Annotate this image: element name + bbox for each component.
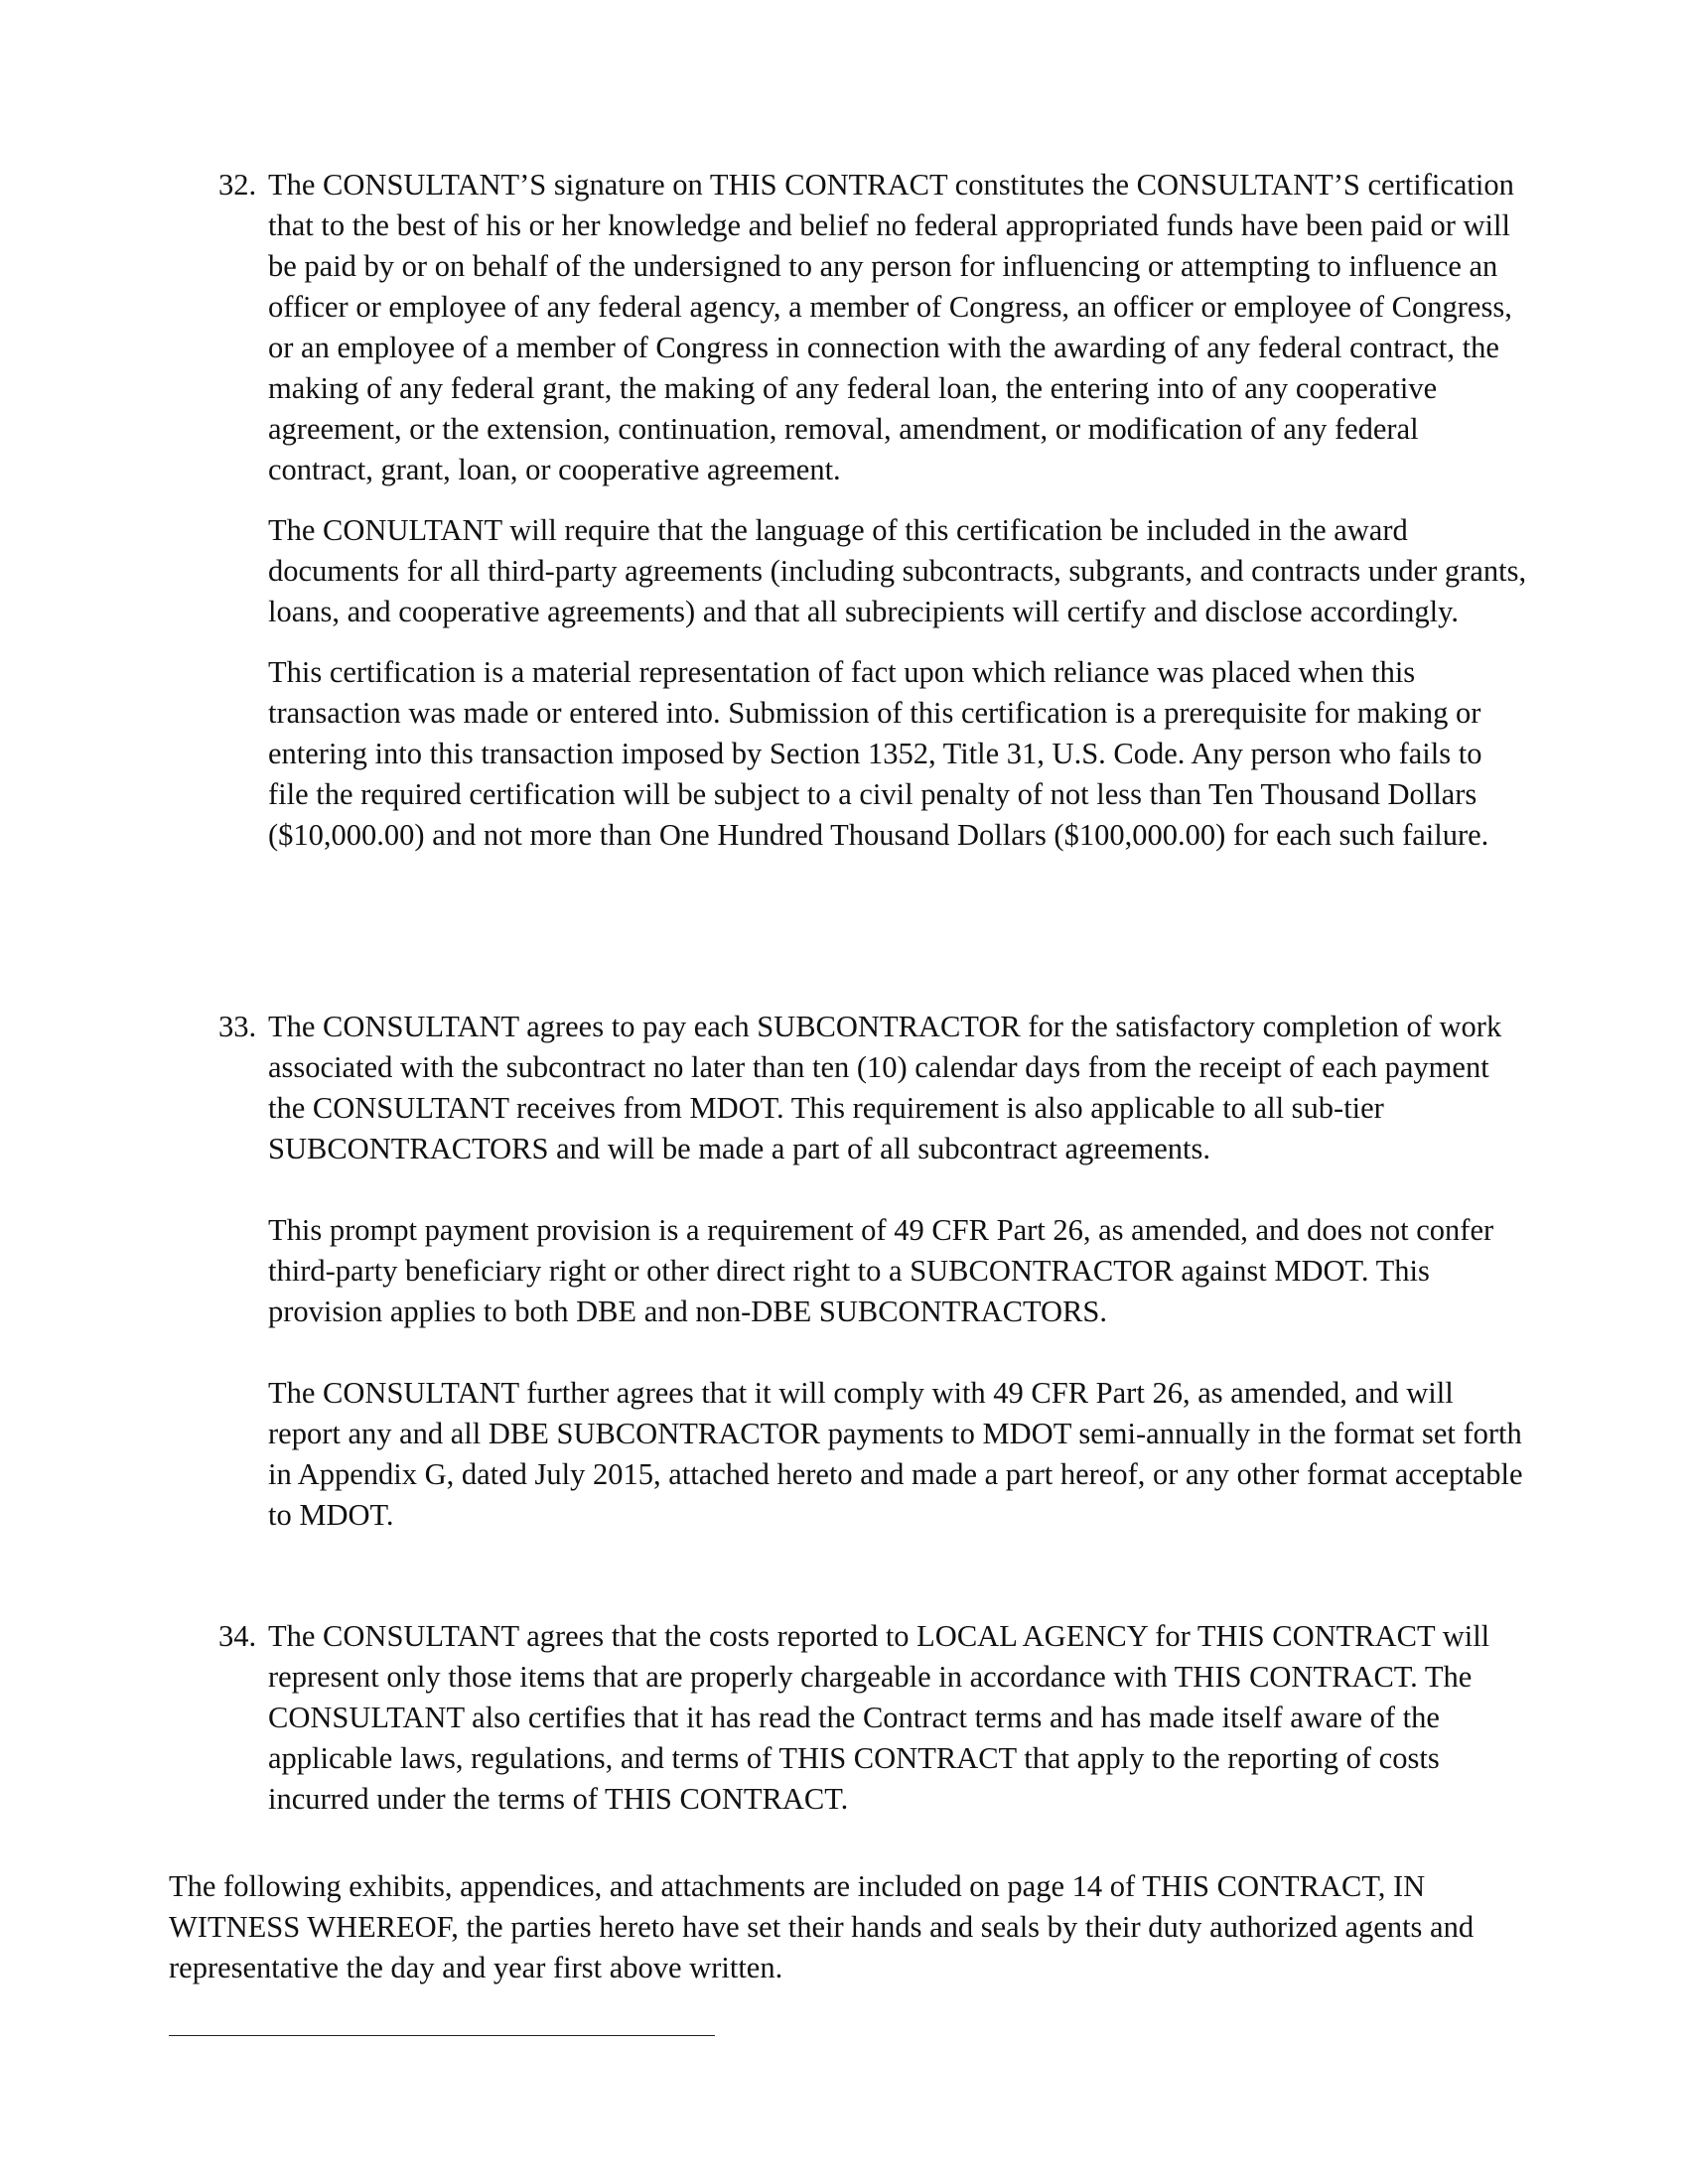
clause-body	[268, 1007, 1529, 1536]
clause-paragraph: The CONSULTANT further agrees that it will comply with 49 CFR Part 26, as amended, and will report any and all DBE SUBCONTRACTOR payments to MDOT semi-annually in the format set forth in Appendix G, dated July 2015, attached hereto and made a part hereof, or any other format acceptable to MDOT.	[268, 1376, 1523, 1532]
clause-paragraph: The CONULTANT will require that the language of this certification be included in the award documents for all third-party agreements (including subcontracts, subgrants, and contracts under grants, loans, and cooperative agreements) and that all subrecipients will certify and disclose accordingly.	[268, 513, 1527, 628]
clause-paragraph: The CONSULTANT agrees that the costs reported to LOCAL AGENCY for THIS CONTRACT will represent only those items that are properly chargeable in accordance with THIS CONTRACT. The CONSULTANT also certifies that it has read the Contract terms and has made itself aware of the applicable laws, regulations, and terms of THIS CONTRACT that apply to the reporting of costs incurred under the terms of THIS CONTRACT.	[268, 1619, 1490, 1816]
clause-paragraph: This prompt payment provision is a requirement of 49 CFR Part 26, as amended, and does not confer third-party beneficiary right or other direct right to a SUBCONTRACTOR against MDOT. This provision applies to both DBE and non-DBE SUBCONTRACTORS.	[268, 1213, 1494, 1328]
footnote-separator	[169, 2035, 715, 2036]
clause-number: 32.	[218, 168, 257, 202]
clause-number: 34.	[218, 1619, 257, 1653]
clause-body	[268, 1616, 1529, 1820]
clause-body	[268, 165, 1529, 856]
clause-paragraph: The CONSULTANT’S signature on THIS CONTRACT constitutes the CONSULTANT’S certification that to the best of his or her knowledge and belief no federal appropriated funds have been paid or will be paid by or on behalf of the undersigned to any person for influencing or attempting to influence an officer or employee of any federal agency, a member of Congress, an officer or employee of Congress, or an employee of a member of Congress in connection with the awarding of any federal contract, the making of any federal grant, the making of any federal loan, the entering into of any cooperative agreement, or the extension, continuation, removal, amendment, or modification of any federal contract, grant, loan, or cooperative agreement.	[268, 168, 1514, 486]
clause-34	[218, 1616, 1529, 1820]
clause-33	[218, 1007, 1529, 1536]
clause-paragraph: This certification is a material representation of fact upon which reliance was placed when this transaction was made or entered into. Submission of this certification is a prerequisite for making or entering into this transaction imposed by Section 1352, Title 31, U.S. Code. Any person who fails to file the required certification will be subject to a civil penalty of not less than Ten Thousand Dollars ($10,000.00) and not more than One Hundred Thousand Dollars ($100,000.00) for each such failure.	[268, 655, 1489, 852]
clause-32	[218, 165, 1529, 856]
closing-paragraph: The following exhibits, appendices, and attachments are included on page 14 of THIS CONTRACT, IN WITNESS WHEREOF, the parties hereto have set their hands and seals by their duty authorized agents and representative the day and year first above written.	[169, 1869, 1475, 1984]
clause-number: 33.	[218, 1010, 257, 1043]
clause-paragraph: The CONSULTANT agrees to pay each SUBCONTRACTOR for the satisfactory completion of work associated with the subcontract no later than ten (10) calendar days from the receipt of each payment the CONSULTANT receives from MDOT. This requirement is also applicable to all sub-tier SUBCONTRACTORS and will be made a part of all subcontract agreements.	[268, 1010, 1502, 1165]
